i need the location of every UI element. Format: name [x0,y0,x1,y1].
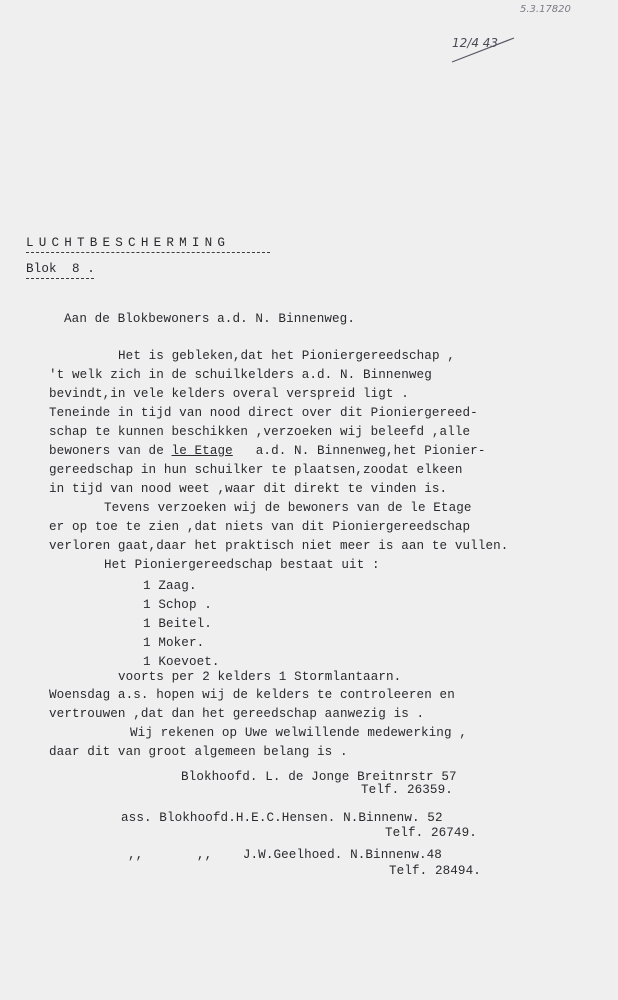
tools-intro: Het Pioniergereedschap bestaat uit : [104,558,380,572]
block-number: Blok 8 . [26,262,95,276]
para3-line-2: vertrouwen ,dat dan het gereedschap aanwezig is . [49,707,425,721]
storm-lantern-line: voorts per 2 kelders 1 Stormlantaarn. [118,670,402,684]
tool-item: 1 Beitel. [143,617,212,631]
body-line-5: schap te kunnen beschikken ,verzoeken wij beleefd ,alle [49,425,471,439]
body-line-6 [49,444,486,459]
body-line-1: Het is gebleken,dat het Pioniergereedschap , [118,349,455,363]
heading-underline [26,252,270,253]
tool-item: 1 Koevoet. [143,655,220,669]
document-heading: LUCHTBESCHERMING [26,236,231,250]
signature-name: Blokhoofd. L. de Jonge Breitnrstr 57 [181,770,457,784]
para2-line-2: er op toe te zien ,dat niets van dit Pioniergereedschap [49,520,471,534]
signature-name: ass. Blokhoofd.H.E.C.Hensen. N.Binnenw. 52 [121,811,443,825]
signature-phone: Telf. 28494. [389,864,481,878]
handwritten-date: 12/4 43 [452,36,499,50]
para3-line-1: Woensdag a.s. hopen wij de kelders te controleeren en [49,688,455,702]
body-line-8: in tijd van nood weet ,waar dit direkt te vinden is. [49,482,448,496]
body-line-7: gereedschap in hun schuilker te plaatsen,zoodat elkeen [49,463,463,477]
block-underline [26,278,94,279]
tool-item: 1 Schop . [143,598,212,612]
body-line-6-end: a.d. N. Binnenweg,het Pionier- [232,444,486,458]
para4-line-1: Wij rekenen op Uwe welwillende medewerking , [130,726,467,740]
body-line-6-start: bewoners van de [49,444,172,458]
para2-line-3: verloren gaat,daar het praktisch niet meer is aan te vullen. [49,539,509,553]
signature-phone: Telf. 26749. [385,826,477,840]
body-line-2: 't welk zich in de schuilkelders a.d. N. Binnenweg [49,368,432,382]
para4-line-2: daar dit van groot algemeen belang is . [49,745,348,759]
tool-item: 1 Zaag. [143,579,197,593]
underlined-floor: le Etage [171,444,233,458]
signature-name: ,, ,, J.W.Geelhoed. N.Binnenw.48 [128,848,442,862]
tool-item: 1 Moker. [143,636,205,650]
body-line-3: bevindt,in vele kelders overal verspreid ligt . [49,387,409,401]
signature-phone: Telf. 26359. [361,783,453,797]
addressee-line: Aan de Blokbewoners a.d. N. Binnenweg. [64,312,355,326]
body-line-4: Teneinde in tijd van nood direct over dit Pioniergereed- [49,406,478,420]
archive-number: 5.3.17820 [520,4,571,15]
para2-line-1: Tevens verzoeken wij de bewoners van de le Etage [104,501,472,515]
date-stroke-mark [448,28,518,68]
